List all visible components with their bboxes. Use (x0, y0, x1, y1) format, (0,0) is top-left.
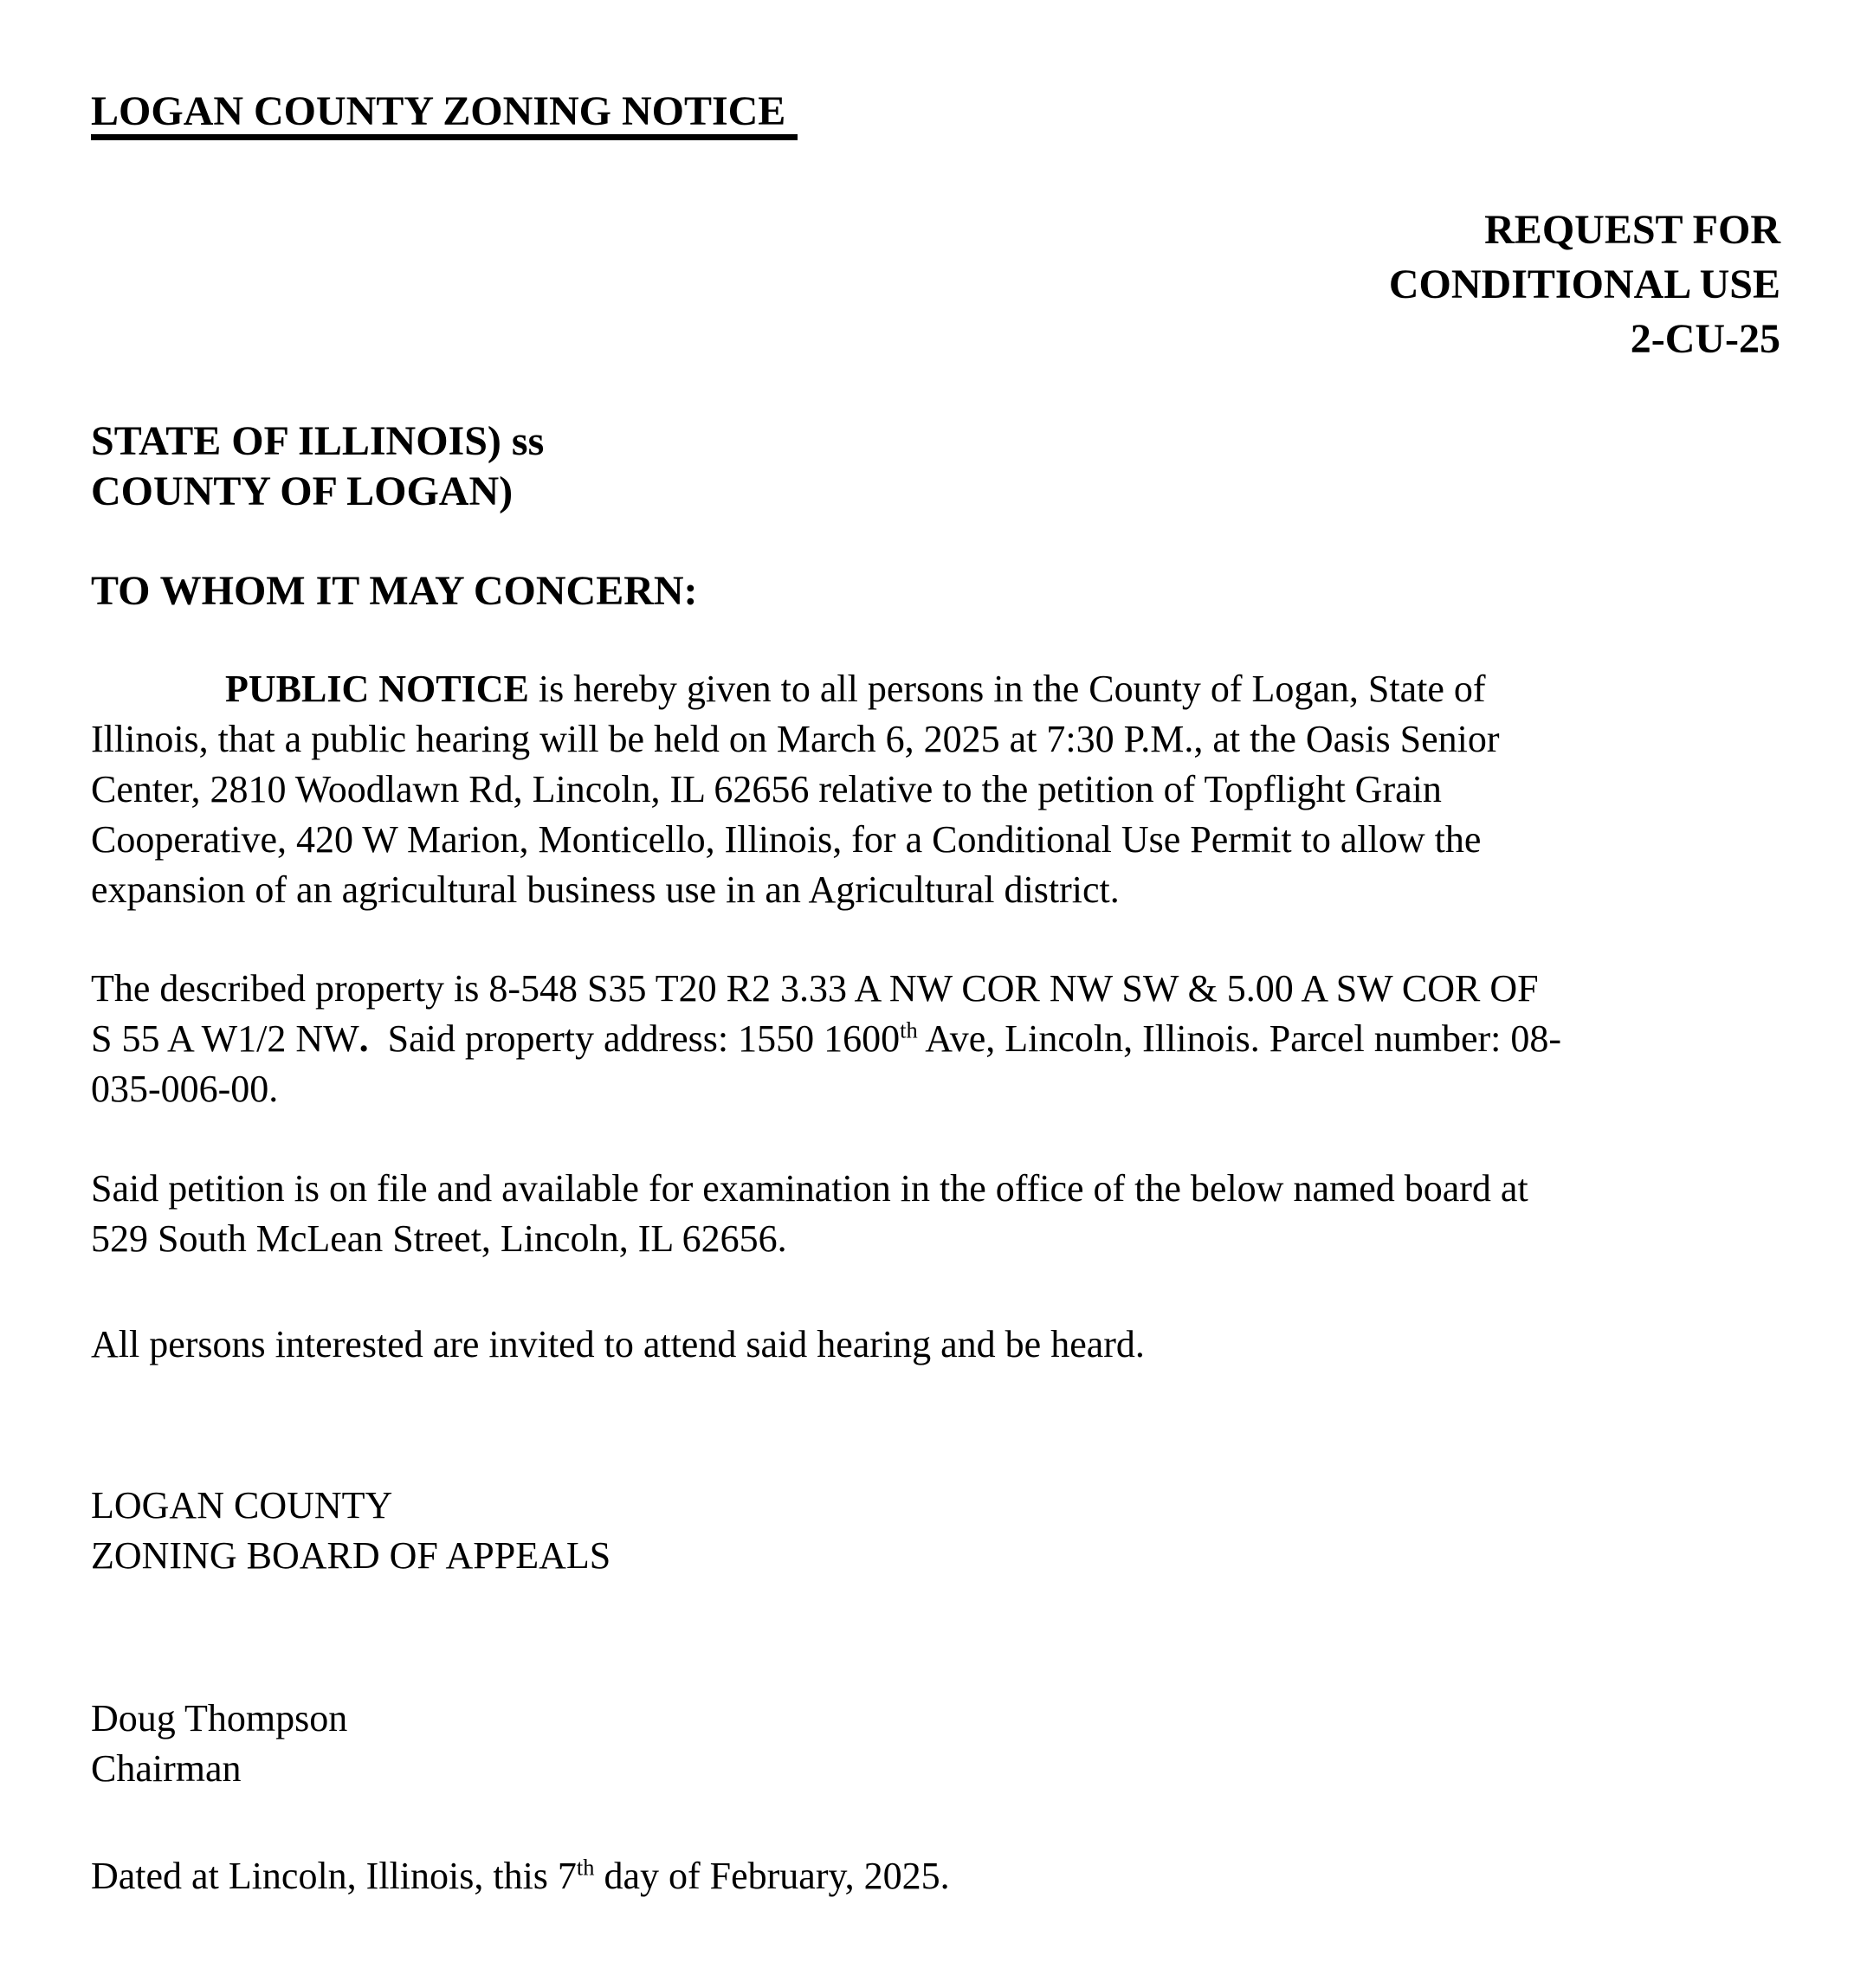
dated-line (91, 1851, 1780, 1901)
request-heading-line-2: CONDITIONAL USE (1388, 261, 1780, 307)
text-line: S 55 A W1/2 NW. Said property address: 1550 1600th Ave, Lincoln, Illinois. Parcel number: 08- (91, 1017, 1562, 1060)
text-line: All persons interested are invited to attend said hearing and be heard. (91, 1323, 1145, 1365)
case-number: 2-CU-25 (1630, 316, 1780, 362)
state-line: STATE OF ILLINOIS) ss (91, 418, 545, 464)
document-title (91, 87, 1780, 140)
salutation: TO WHOM IT MAY CONCERN: (91, 568, 698, 614)
request-heading-line-1: REQUEST FOR (1484, 207, 1780, 253)
signatory-name: Doug Thompson (91, 1697, 348, 1740)
board-name-block (91, 1481, 1780, 1581)
board-name-line-1: LOGAN COUNTY (91, 1484, 393, 1526)
paragraph-invitation (91, 1320, 1780, 1370)
county-line: COUNTY OF LOGAN) (91, 468, 514, 514)
text-line: Cooperative, 420 W Marion, Monticello, Illinois, for a Conditional Use Permit to allow the (91, 818, 1482, 861)
text-line: Said petition is on file and available for examination in the office of the below named board at (91, 1167, 1528, 1210)
text-line: 035-006-00. (91, 1068, 279, 1110)
signature-block (91, 1694, 1780, 1794)
text-line: Center, 2810 Woodlawn Rd, Lincoln, IL 62656 relative to the petition of Topflight Grain (91, 768, 1442, 810)
text-line: Dated at Lincoln, Illinois, this 7th day of February, 2025. (91, 1854, 950, 1897)
document-title-text: LOGAN COUNTY ZONING NOTICE (91, 89, 798, 140)
request-heading (91, 203, 1780, 366)
jurat-block (91, 416, 1780, 517)
text-line: Illinois, that a public hearing will be held on March 6, 2025 at 7:30 P.M., at the Oasis Senior (91, 718, 1500, 760)
text-line: PUBLIC NOTICE is hereby given to all persons in the County of Logan, State of (225, 668, 1486, 710)
text-line: 529 South McLean Street, Lincoln, IL 62656. (91, 1217, 787, 1260)
paragraph-public-notice (91, 664, 1780, 915)
paragraph-property-description (91, 964, 1780, 1114)
text-line: The described property is 8-548 S35 T20 R2 3.33 A NW COR NW SW & 5.00 A SW COR OF (91, 967, 1539, 1010)
signatory-title: Chairman (91, 1747, 242, 1790)
board-name-line-2: ZONING BOARD OF APPEALS (91, 1534, 611, 1577)
paragraph-petition-on-file (91, 1164, 1780, 1264)
text-line: expansion of an agricultural business use in an Agricultural district. (91, 868, 1120, 911)
